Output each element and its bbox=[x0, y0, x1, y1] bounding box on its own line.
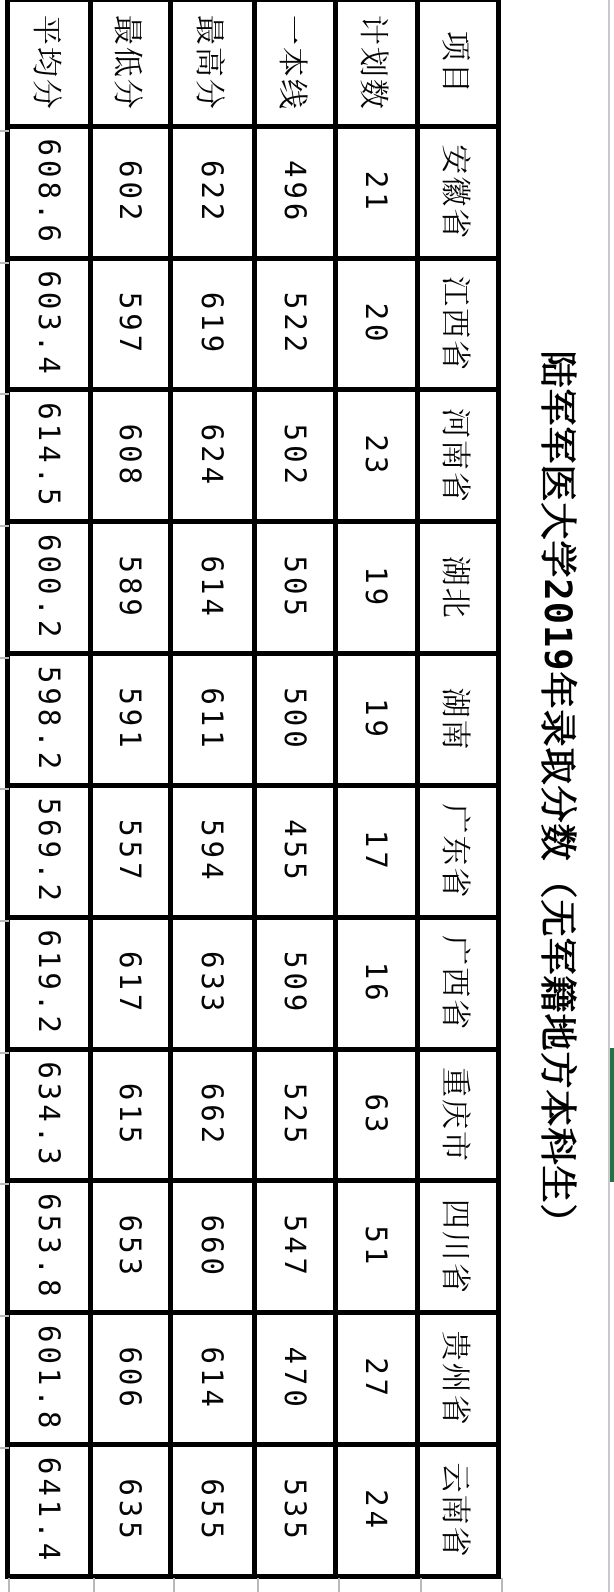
score-cell: 603.4 bbox=[8, 258, 91, 390]
score-cell: 601.8 bbox=[8, 1313, 91, 1445]
province-header: 安徽省 bbox=[418, 126, 499, 258]
gridline-stub bbox=[0, 1183, 9, 1185]
gridline-stub bbox=[0, 788, 9, 790]
score-cell: 557 bbox=[91, 785, 171, 917]
gridline-stub bbox=[0, 262, 9, 264]
score-cell: 602 bbox=[91, 126, 171, 258]
score-cell: 455 bbox=[255, 785, 336, 917]
score-cell: 496 bbox=[255, 126, 336, 258]
score-cell: 598.2 bbox=[8, 654, 91, 786]
gridline-stub bbox=[173, 1578, 175, 1592]
gridline-stub bbox=[420, 1578, 422, 1592]
gridline-stub bbox=[8, 1578, 10, 1592]
table-row bbox=[91, 0, 171, 1577]
metric-label: 最高分 bbox=[171, 0, 255, 126]
scrollbar-thumb[interactable] bbox=[610, 1048, 614, 1182]
gridline-stub bbox=[501, 1578, 503, 1592]
metric-label: 平均分 bbox=[8, 0, 91, 126]
score-cell: 591 bbox=[91, 654, 171, 786]
gridline-stub bbox=[0, 1447, 9, 1449]
table-row bbox=[336, 0, 418, 1577]
province-header: 江西省 bbox=[418, 258, 499, 390]
province-header: 湖北 bbox=[418, 522, 499, 654]
score-cell: 635 bbox=[91, 1445, 171, 1577]
score-cell: 525 bbox=[255, 1049, 336, 1181]
metric-label: 最低分 bbox=[91, 0, 171, 126]
province-header: 河南省 bbox=[418, 390, 499, 522]
score-cell: 51 bbox=[336, 1181, 418, 1313]
score-cell: 589 bbox=[91, 522, 171, 654]
gridline-stub bbox=[338, 1578, 340, 1592]
score-cell: 597 bbox=[91, 258, 171, 390]
score-cell: 17 bbox=[336, 785, 418, 917]
table-row bbox=[171, 0, 255, 1577]
gridline-stub bbox=[0, 1315, 9, 1317]
score-cell: 505 bbox=[255, 522, 336, 654]
province-header: 广西省 bbox=[418, 917, 499, 1049]
score-cell: 614.5 bbox=[8, 390, 91, 522]
score-cell: 63 bbox=[336, 1049, 418, 1181]
scores-table bbox=[5, 0, 501, 1579]
gridline-stub bbox=[0, 657, 9, 659]
corner-cell: 项目 bbox=[418, 0, 499, 126]
province-header: 四川省 bbox=[418, 1181, 499, 1313]
score-cell: 21 bbox=[336, 126, 418, 258]
score-cell: 608 bbox=[91, 390, 171, 522]
score-cell: 641.4 bbox=[8, 1445, 91, 1577]
table-row bbox=[8, 0, 91, 1577]
score-cell: 662 bbox=[171, 1049, 255, 1181]
score-cell: 470 bbox=[255, 1313, 336, 1445]
table-header-row bbox=[418, 0, 499, 1577]
gridline-stub bbox=[0, 130, 9, 132]
province-header: 湖南 bbox=[418, 654, 499, 786]
gridline-stub bbox=[257, 1578, 259, 1592]
score-cell: 606 bbox=[91, 1313, 171, 1445]
metric-label: 一本线 bbox=[255, 0, 336, 126]
score-cell: 594 bbox=[171, 785, 255, 917]
score-cell: 535 bbox=[255, 1445, 336, 1577]
score-cell: 502 bbox=[255, 390, 336, 522]
score-cell: 633 bbox=[171, 917, 255, 1049]
score-cell: 509 bbox=[255, 917, 336, 1049]
score-cell: 23 bbox=[336, 390, 418, 522]
score-cell: 500 bbox=[255, 654, 336, 786]
score-cell: 614 bbox=[171, 522, 255, 654]
score-cell: 660 bbox=[171, 1181, 255, 1313]
score-cell: 615 bbox=[91, 1049, 171, 1181]
score-cell: 569.2 bbox=[8, 785, 91, 917]
province-header: 重庆市 bbox=[418, 1049, 499, 1181]
score-cell: 27 bbox=[336, 1313, 418, 1445]
score-cell: 608.6 bbox=[8, 126, 91, 258]
score-cell: 634.3 bbox=[8, 1049, 91, 1181]
score-cell: 522 bbox=[255, 258, 336, 390]
gridline-stub bbox=[0, 1052, 9, 1054]
score-cell: 24 bbox=[336, 1445, 418, 1577]
province-header: 云南省 bbox=[418, 1445, 499, 1577]
gridline-stub bbox=[0, 393, 9, 395]
score-cell: 19 bbox=[336, 654, 418, 786]
score-cell: 600.2 bbox=[8, 522, 91, 654]
score-cell: 19 bbox=[336, 522, 418, 654]
score-cell: 611 bbox=[171, 654, 255, 786]
score-cell: 622 bbox=[171, 126, 255, 258]
score-cell: 20 bbox=[336, 258, 418, 390]
score-cell: 617 bbox=[91, 917, 171, 1049]
score-cell: 655 bbox=[171, 1445, 255, 1577]
score-cell: 653 bbox=[91, 1181, 171, 1313]
score-cell: 16 bbox=[336, 917, 418, 1049]
score-cell: 619.2 bbox=[8, 917, 91, 1049]
score-cell: 547 bbox=[255, 1181, 336, 1313]
score-cell: 619 bbox=[171, 258, 255, 390]
gridline-stub bbox=[0, 525, 9, 527]
province-header: 广东省 bbox=[418, 785, 499, 917]
metric-label: 计划数 bbox=[336, 0, 418, 126]
sheet-edge-gridline bbox=[608, 0, 610, 1592]
table-title: 陆军军医大学2019年录取分数（无军籍地方本科生） bbox=[536, 350, 579, 1242]
score-cell: 614 bbox=[171, 1313, 255, 1445]
score-cell: 624 bbox=[171, 390, 255, 522]
province-header: 贵州省 bbox=[418, 1313, 499, 1445]
table-row bbox=[255, 0, 336, 1577]
gridline-stub bbox=[93, 1578, 95, 1592]
score-cell: 653.8 bbox=[8, 1181, 91, 1313]
gridline-stub bbox=[0, 920, 9, 922]
